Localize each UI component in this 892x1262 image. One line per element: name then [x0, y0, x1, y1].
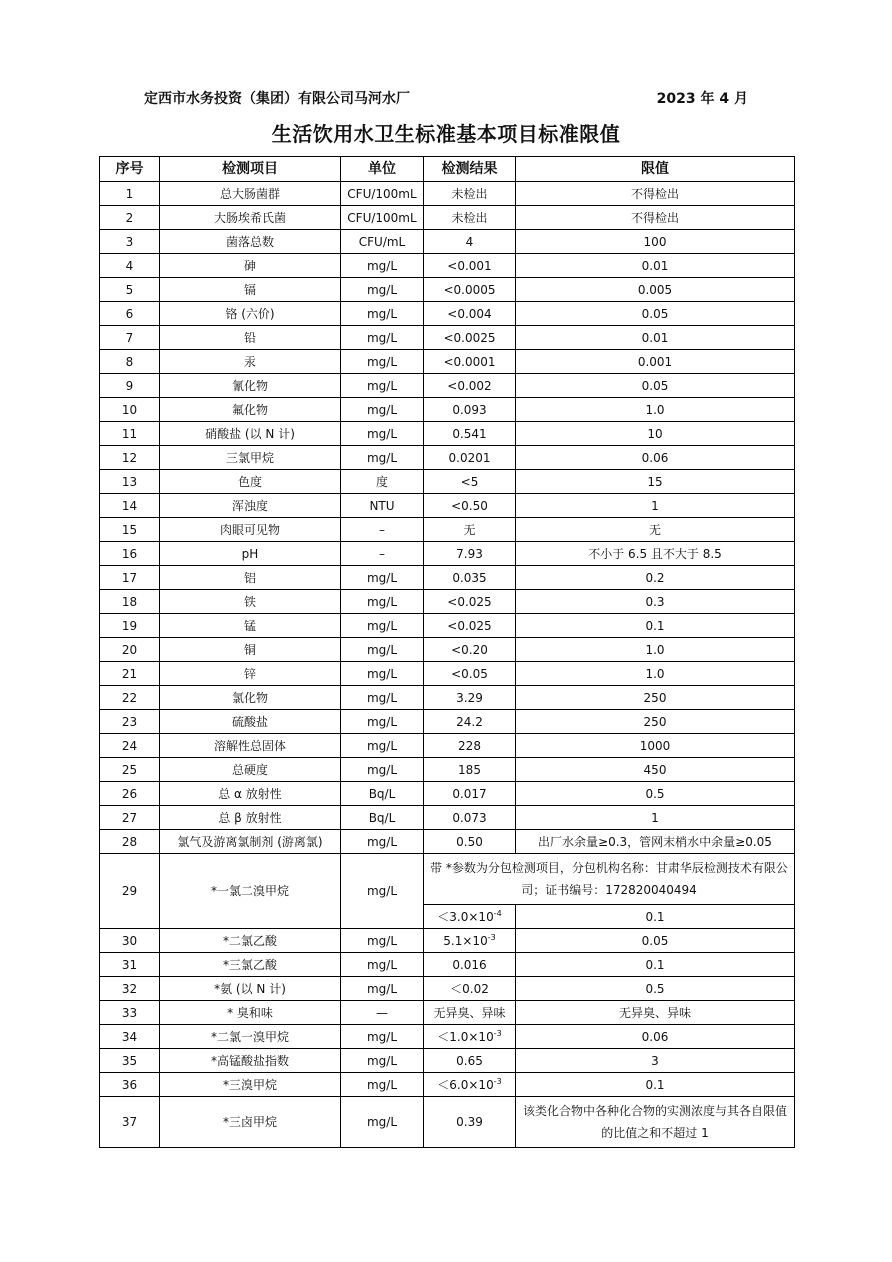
table-row: [100, 929, 795, 953]
result-exponent: -3: [493, 1028, 502, 1038]
result: 4: [424, 230, 516, 254]
table-row: [100, 254, 795, 278]
limit: 不得检出: [516, 206, 795, 230]
limit: 0.3: [516, 590, 795, 614]
row-number: 14: [100, 494, 160, 518]
table-row: [100, 518, 795, 542]
result: <0.0005: [424, 278, 516, 302]
limit: 100: [516, 230, 795, 254]
item-name: 三氯甲烷: [160, 446, 341, 470]
limit: 0.5: [516, 782, 795, 806]
limit: 0.1: [516, 1073, 795, 1097]
unit: mg/L: [341, 734, 424, 758]
result: 0.073: [424, 806, 516, 830]
item-name: * 臭和味: [160, 1001, 341, 1025]
row-number: 33: [100, 1001, 160, 1025]
table-row: [100, 398, 795, 422]
limit: 不得检出: [516, 182, 795, 206]
limit: 15: [516, 470, 795, 494]
row-number: 34: [100, 1025, 160, 1049]
unit: mg/L: [341, 350, 424, 374]
result: 0.035: [424, 566, 516, 590]
result: 未检出: [424, 206, 516, 230]
item-name: 铜: [160, 638, 341, 662]
unit: mg/L: [341, 686, 424, 710]
row-number: 36: [100, 1073, 160, 1097]
row-number: 19: [100, 614, 160, 638]
result: <0.004: [424, 302, 516, 326]
table-row: [100, 662, 795, 686]
unit: mg/L: [341, 446, 424, 470]
unit: mg/L: [341, 422, 424, 446]
item-name: 硫酸盐: [160, 710, 341, 734]
unit: mg/L: [341, 614, 424, 638]
row-number: 30: [100, 929, 160, 953]
row-number: 18: [100, 590, 160, 614]
result: 185: [424, 758, 516, 782]
unit: mg/L: [341, 953, 424, 977]
row-number: 11: [100, 422, 160, 446]
result: ＜0.02: [424, 977, 516, 1001]
subcontract-note: 带 *参数为分包检测项目，分包机构名称：甘肃华辰检测技术有限公司；证书编号：172820040494: [424, 854, 795, 905]
table-row: [100, 374, 795, 398]
item-name: 铝: [160, 566, 341, 590]
table-row: [100, 1073, 795, 1097]
unit: mg/L: [341, 302, 424, 326]
row-number: 10: [100, 398, 160, 422]
row-number: 7: [100, 326, 160, 350]
limit: 0.06: [516, 1025, 795, 1049]
unit: mg/L: [341, 929, 424, 953]
unit: NTU: [341, 494, 424, 518]
row-number: 28: [100, 830, 160, 854]
item-name: 铁: [160, 590, 341, 614]
unit: mg/L: [341, 278, 424, 302]
unit: CFU/100mL: [341, 182, 424, 206]
table-row: [100, 1001, 795, 1025]
limit: 该类化合物中各种化合物的实测浓度与其各自限值的比值之和不超过 1: [516, 1097, 795, 1148]
limit: 0.005: [516, 278, 795, 302]
limit: 0.1: [516, 905, 795, 929]
limit: 0.1: [516, 953, 795, 977]
table-row: [100, 206, 795, 230]
unit: mg/L: [341, 638, 424, 662]
result: <0.20: [424, 638, 516, 662]
unit: mg/L: [341, 1097, 424, 1148]
result: <0.0001: [424, 350, 516, 374]
result: 0.541: [424, 422, 516, 446]
item-name: *三卤甲烷: [160, 1097, 341, 1148]
limit: 1.0: [516, 638, 795, 662]
table-row: [100, 278, 795, 302]
table-row: [100, 710, 795, 734]
table-row: [100, 734, 795, 758]
limit: 0.01: [516, 254, 795, 278]
item-name: 浑浊度: [160, 494, 341, 518]
unit: mg/L: [341, 254, 424, 278]
limit: 0.2: [516, 566, 795, 590]
row-number: 26: [100, 782, 160, 806]
table-row: [100, 758, 795, 782]
table-row: [100, 806, 795, 830]
result: 228: [424, 734, 516, 758]
row-number: 32: [100, 977, 160, 1001]
standards-table: [99, 156, 795, 1148]
row-number: 13: [100, 470, 160, 494]
table-row: [100, 566, 795, 590]
table-row: [100, 326, 795, 350]
row-number: 12: [100, 446, 160, 470]
row-number: 16: [100, 542, 160, 566]
result: <0.025: [424, 590, 516, 614]
limit: 无异臭、异味: [516, 1001, 795, 1025]
unit: mg/L: [341, 830, 424, 854]
unit: mg/L: [341, 1073, 424, 1097]
table-row: [100, 614, 795, 638]
row-number: 35: [100, 1049, 160, 1073]
table-row: [100, 494, 795, 518]
unit: –: [341, 542, 424, 566]
item-name: 铅: [160, 326, 341, 350]
row-number: 25: [100, 758, 160, 782]
table-row: [100, 953, 795, 977]
result-exponent: -3: [487, 932, 496, 942]
column-header-limit: 限值: [516, 157, 795, 182]
result-exponent: -3: [493, 1076, 502, 1086]
result: 未检出: [424, 182, 516, 206]
result: 0.50: [424, 830, 516, 854]
table-row: [100, 302, 795, 326]
row-number: 17: [100, 566, 160, 590]
unit: —: [341, 1001, 424, 1025]
table-row: [100, 782, 795, 806]
result: 3.29: [424, 686, 516, 710]
table-header-row: [100, 157, 795, 182]
column-header-unit: 单位: [341, 157, 424, 182]
unit: mg/L: [341, 854, 424, 929]
unit: mg/L: [341, 326, 424, 350]
unit: CFU/100mL: [341, 206, 424, 230]
table-row: [100, 542, 795, 566]
row-number: 1: [100, 182, 160, 206]
item-name: 氯化物: [160, 686, 341, 710]
table-row: [100, 422, 795, 446]
item-name: 色度: [160, 470, 341, 494]
result: 0.016: [424, 953, 516, 977]
item-name: *一氯二溴甲烷: [160, 854, 341, 929]
limit: 无: [516, 518, 795, 542]
row-number: 27: [100, 806, 160, 830]
result: <0.002: [424, 374, 516, 398]
result: [424, 905, 516, 929]
table-row: [100, 686, 795, 710]
row-number: 6: [100, 302, 160, 326]
row-number: 15: [100, 518, 160, 542]
result: 0.093: [424, 398, 516, 422]
page-header: [144, 88, 748, 108]
item-name: pH: [160, 542, 341, 566]
row-number: 5: [100, 278, 160, 302]
organization-name: 定西市水务投资（集团）有限公司马河水厂: [144, 91, 410, 107]
table-row: [100, 446, 795, 470]
row-number: 37: [100, 1097, 160, 1148]
row-number: 2: [100, 206, 160, 230]
result: 无异臭、异味: [424, 1001, 516, 1025]
result: <0.0025: [424, 326, 516, 350]
item-name: 总 β 放射性: [160, 806, 341, 830]
column-header-item: 检测项目: [160, 157, 341, 182]
row-number: 31: [100, 953, 160, 977]
item-name: 总 α 放射性: [160, 782, 341, 806]
unit: Bq/L: [341, 806, 424, 830]
unit: 度: [341, 470, 424, 494]
unit: mg/L: [341, 710, 424, 734]
limit: 250: [516, 710, 795, 734]
limit: 0.5: [516, 977, 795, 1001]
item-name: 总大肠菌群: [160, 182, 341, 206]
table-row: [100, 590, 795, 614]
item-name: 溶解性总固体: [160, 734, 341, 758]
item-name: 锰: [160, 614, 341, 638]
item-name: 肉眼可见物: [160, 518, 341, 542]
item-name: 锌: [160, 662, 341, 686]
row-number: 3: [100, 230, 160, 254]
result: 0.39: [424, 1097, 516, 1148]
result: 0.017: [424, 782, 516, 806]
result: <0.025: [424, 614, 516, 638]
unit: –: [341, 518, 424, 542]
result: [424, 1073, 516, 1097]
table-row: [100, 1097, 795, 1148]
row-number: 20: [100, 638, 160, 662]
result-base: ＜3.0×10: [437, 909, 494, 924]
row-number: 23: [100, 710, 160, 734]
result: 无: [424, 518, 516, 542]
result: 0.0201: [424, 446, 516, 470]
item-name: *二氯一溴甲烷: [160, 1025, 341, 1049]
unit: mg/L: [341, 374, 424, 398]
table-row: [100, 638, 795, 662]
unit: mg/L: [341, 662, 424, 686]
table-row: [100, 470, 795, 494]
table-row: [100, 1025, 795, 1049]
result: <0.001: [424, 254, 516, 278]
result: <0.05: [424, 662, 516, 686]
item-name: 菌落总数: [160, 230, 341, 254]
limit: 10: [516, 422, 795, 446]
table-row: [100, 182, 795, 206]
row-number: 24: [100, 734, 160, 758]
result: 7.93: [424, 542, 516, 566]
limit: 不小于 6.5 且不大于 8.5: [516, 542, 795, 566]
unit: mg/L: [341, 566, 424, 590]
item-name: *二氯乙酸: [160, 929, 341, 953]
unit: mg/L: [341, 758, 424, 782]
limit: 1.0: [516, 398, 795, 422]
unit: mg/L: [341, 1049, 424, 1073]
limit: 0.001: [516, 350, 795, 374]
item-name: *三溴甲烷: [160, 1073, 341, 1097]
item-name: 汞: [160, 350, 341, 374]
unit: Bq/L: [341, 782, 424, 806]
result-exponent: -4: [493, 908, 502, 918]
result: <5: [424, 470, 516, 494]
limit: 0.05: [516, 929, 795, 953]
limit: 250: [516, 686, 795, 710]
table-row: [100, 854, 795, 905]
row-number: 29: [100, 854, 160, 929]
column-header-result: 检测结果: [424, 157, 516, 182]
result: 0.65: [424, 1049, 516, 1073]
limit: 0.01: [516, 326, 795, 350]
row-number: 21: [100, 662, 160, 686]
limit: 0.05: [516, 302, 795, 326]
limit: 0.1: [516, 614, 795, 638]
limit: 450: [516, 758, 795, 782]
row-number: 8: [100, 350, 160, 374]
table-row: [100, 350, 795, 374]
table-row: [100, 977, 795, 1001]
limit: 1: [516, 494, 795, 518]
result: <0.50: [424, 494, 516, 518]
unit: mg/L: [341, 590, 424, 614]
column-header-no: 序号: [100, 157, 160, 182]
report-date: 2023 年 4 月: [656, 91, 748, 107]
result: [424, 1025, 516, 1049]
item-name: *三氯乙酸: [160, 953, 341, 977]
limit: 3: [516, 1049, 795, 1073]
item-name: 大肠埃希氏菌: [160, 206, 341, 230]
unit: CFU/mL: [341, 230, 424, 254]
item-name: 氯气及游离氯制剂 (游离氯): [160, 830, 341, 854]
limit: 0.06: [516, 446, 795, 470]
item-name: 氰化物: [160, 374, 341, 398]
row-number: 22: [100, 686, 160, 710]
table-row: [100, 830, 795, 854]
item-name: 总硬度: [160, 758, 341, 782]
limit: 1000: [516, 734, 795, 758]
limit: 出厂水余量≥0.3，管网末梢水中余量≥0.05: [516, 830, 795, 854]
item-name: 氟化物: [160, 398, 341, 422]
table-row: [100, 1049, 795, 1073]
limit: 0.05: [516, 374, 795, 398]
result: [424, 929, 516, 953]
item-name: 硝酸盐 (以 N 计): [160, 422, 341, 446]
limit: 1: [516, 806, 795, 830]
result-base: ＜6.0×10: [437, 1077, 494, 1092]
item-name: 镉: [160, 278, 341, 302]
unit: mg/L: [341, 1025, 424, 1049]
result-base: 5.1×10: [443, 933, 488, 948]
result: 24.2: [424, 710, 516, 734]
unit: mg/L: [341, 977, 424, 1001]
limit: 1.0: [516, 662, 795, 686]
item-name: 铬 (六价): [160, 302, 341, 326]
unit: mg/L: [341, 398, 424, 422]
item-name: *高锰酸盐指数: [160, 1049, 341, 1073]
item-name: *氨 (以 N 计): [160, 977, 341, 1001]
table-row: [100, 230, 795, 254]
row-number: 4: [100, 254, 160, 278]
item-name: 砷: [160, 254, 341, 278]
page-title: 生活饮用水卫生标准基本项目标准限值: [271, 122, 621, 146]
result-base: ＜1.0×10: [437, 1029, 494, 1044]
row-number: 9: [100, 374, 160, 398]
